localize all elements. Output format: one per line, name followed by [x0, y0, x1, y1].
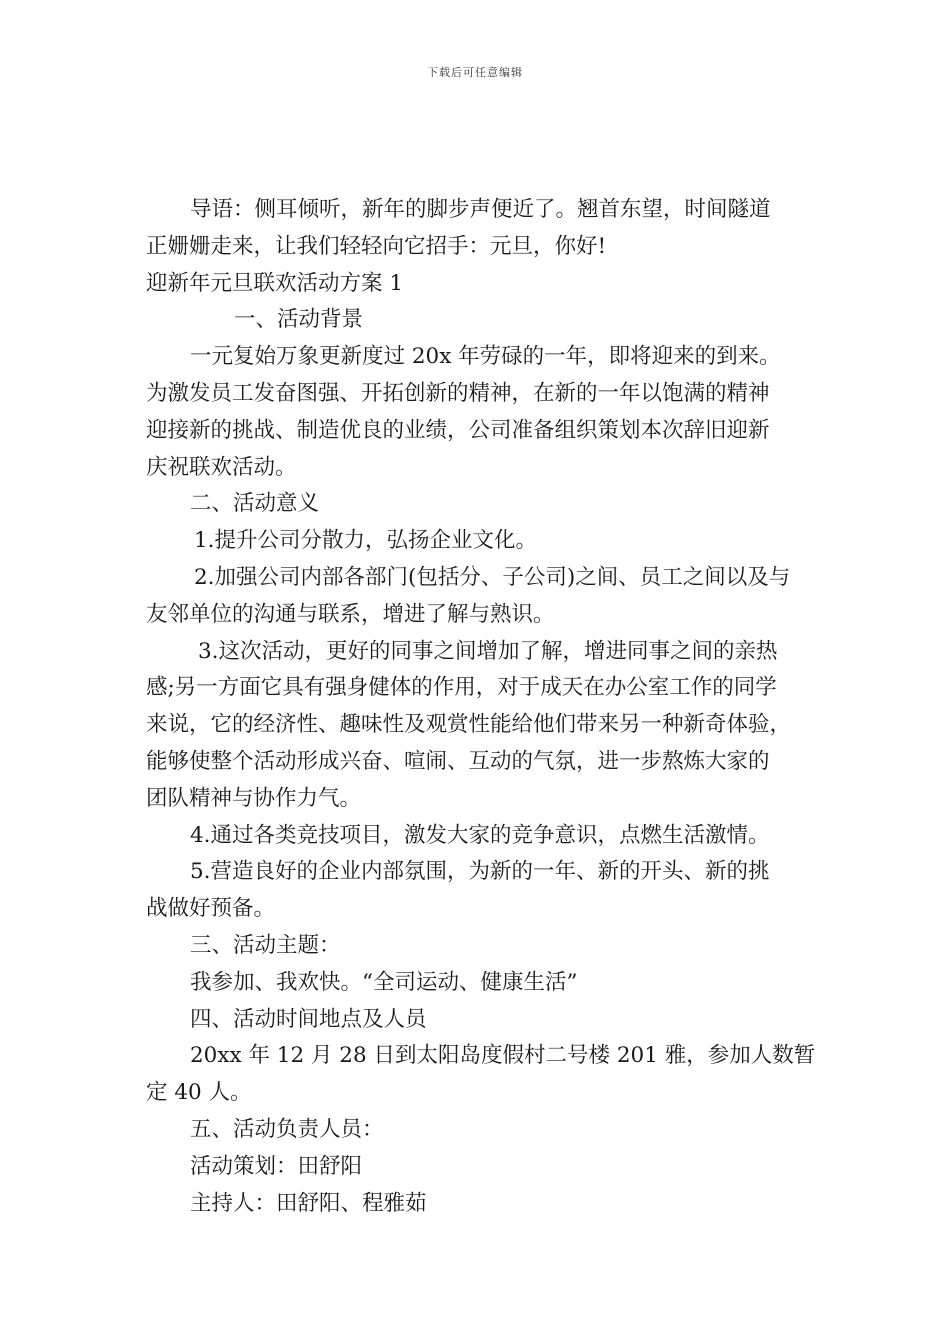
section-heading-time-place: 四、活动时间地点及人员 [190, 1006, 427, 1032]
significance-item-3-line-1: 3.这次活动，更好的同事之间增加了解，增进同事之间的亲热 [198, 638, 778, 664]
significance-item-4: 4.通过各类竞技项目，激发大家的竞争意识，点燃生活激情。 [190, 822, 770, 848]
section-heading-significance: 二、活动意义 [190, 491, 320, 517]
significance-item-3-line-4: 能够使整个活动形成兴奋、喧闹、互动的气氛，进一步熬炼大家的 [146, 748, 770, 774]
staff-host: 主持人：田舒阳、程雅茹 [190, 1190, 427, 1216]
significance-item-2-line-2: 友邻单位的沟通与联系，增进了解与熟识。 [146, 601, 555, 627]
significance-item-1: 1.提升公司分散力，弘扬企业文化。 [194, 528, 538, 554]
background-line-4: 庆祝联欢活动。 [146, 454, 297, 480]
document-body [146, 192, 816, 1222]
page-header: 下载后可任意编辑 [427, 66, 523, 79]
time-place-line-2: 定 40 人。 [146, 1080, 252, 1106]
intro-line-2: 正姗姗走来，让我们轻轻向它招手：元旦，你好! [146, 233, 607, 259]
significance-item-5-line-2: 战做好预备。 [146, 896, 276, 922]
significance-item-5-line-1: 5.营造良好的企业内部氛围，为新的一年、新的开头、新的挑 [190, 859, 770, 885]
plan-title: 迎新年元旦联欢活动方案 1 [146, 270, 404, 296]
background-line-2: 为激发员工发奋图强、开拓创新的精神，在新的一年以饱满的精神 [146, 380, 770, 406]
background-line-3: 迎接新的挑战、制造优良的业绩，公司准备组织策划本次辞旧迎新 [146, 417, 770, 443]
time-place-line-1: 20xx 年 12 月 28 日到太阳岛度假村二号楼 201 雅，参加人数暂 [190, 1043, 816, 1069]
staff-planner: 活动策划：田舒阳 [190, 1153, 363, 1179]
theme-text: 我参加、我欢快。“全司运动、健康生活” [190, 969, 578, 995]
section-heading-background: 一、活动背景 [234, 307, 364, 333]
section-heading-theme: 三、活动主题： [190, 932, 341, 958]
section-heading-staff: 五、活动负责人员： [190, 1116, 384, 1142]
significance-item-3-line-3: 来说，它的经济性、趣味性及观赏性能给他们带来另一种新奇体验， [146, 712, 792, 738]
significance-item-2-line-1: 2.加强公司内部各部门(包括分、子公司)之间、员工之间以及与 [194, 564, 791, 590]
significance-item-3-line-2: 感;另一方面它具有强身健体的作用，对于成天在办公室工作的同学 [146, 675, 777, 701]
background-line-1: 一元复始万象更新度过 20x 年劳碌的一年，即将迎来的到来。 [190, 344, 781, 370]
significance-item-3-line-5: 团队精神与协作力气。 [146, 785, 362, 811]
intro-line-1: 导语：侧耳倾听，新年的脚步声便近了。翘首东望，时间隧道 [190, 197, 771, 222]
